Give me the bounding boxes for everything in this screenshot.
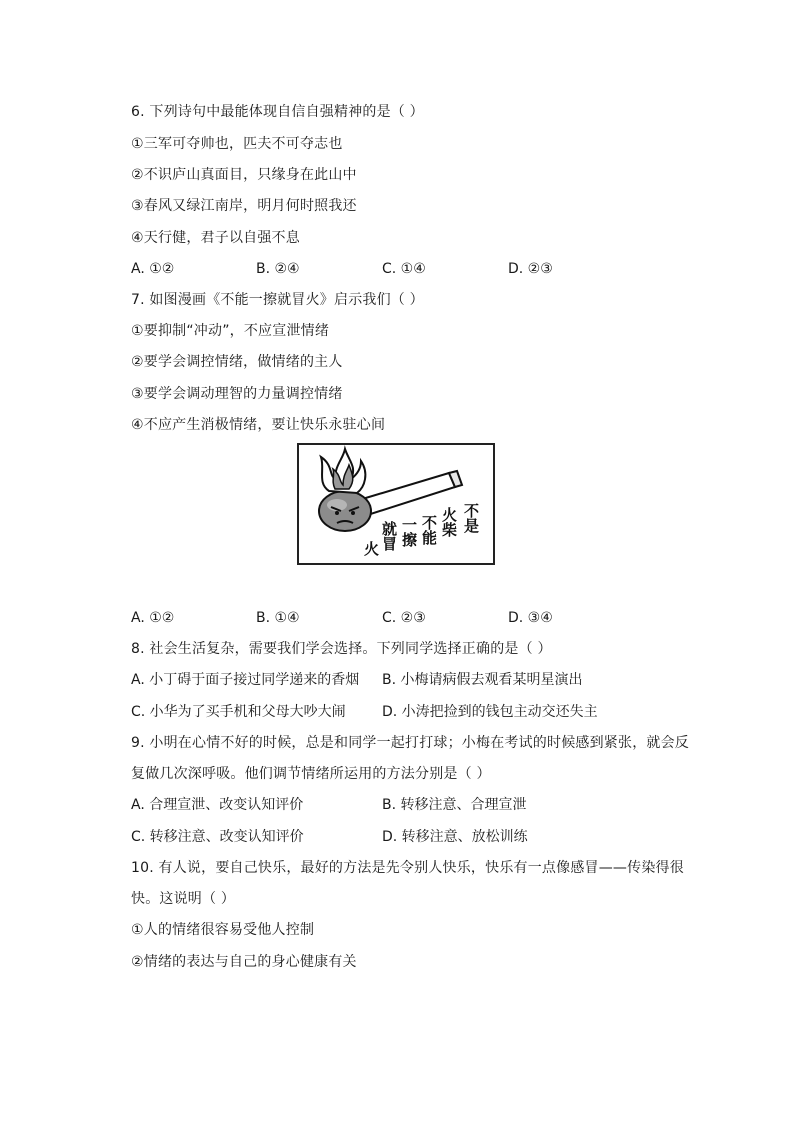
cartoon-text-4: 一擦 [400, 517, 418, 547]
q8-option-c: C. 小华为了买手机和父母大吵大闹 [131, 704, 346, 720]
q10-item-1: ①人的情绪很容易受他人控制 [131, 922, 315, 938]
cartoon-text-1: 不是 [462, 503, 480, 533]
q8-options-row-1 [131, 670, 691, 690]
q7-option-b: B. ①④ [256, 610, 300, 626]
q6-item-3: ③春风又绿江南岸，明月何时照我还 [131, 198, 357, 214]
q9-option-a: A. 合理宣泄、改变认知评价 [131, 797, 304, 813]
q9-option-c: C. 转移注意、改变认知评价 [131, 829, 304, 845]
q8-option-b: B. 小梅请病假去观看某明星演出 [382, 672, 583, 688]
q6-item-1: ①三军可夺帅也，匹夫不可夺志也 [131, 136, 343, 152]
q6-item-4: ④天行健，君子以自强不息 [131, 230, 300, 246]
cartoon-text-2: 火柴 [440, 507, 458, 537]
q7-option-a: A. ①② [131, 610, 175, 626]
q8-options-row-2 [131, 702, 691, 722]
q10-stem-line-1: 10. 有人说，要自己快乐，最好的方法是先令别人快乐，快乐有一点像感冒——传染得很 [131, 860, 684, 876]
q8-option-a: A. 小丁碍于面子接过同学递来的香烟 [131, 672, 360, 688]
q7-item-2: ②要学会调控情绪，做情绪的主人 [131, 354, 343, 370]
cartoon-text-6: 火 [362, 541, 380, 556]
q7-item-3: ③要学会调动理智的力量调控情绪 [131, 386, 343, 402]
q6-option-b: B. ②④ [256, 261, 300, 277]
q9-stem-line-1: 9. 小明在心情不好的时候，总是和同学一起打打球；小梅在考试的时候感到紧张，就会反 [131, 735, 690, 751]
q7-options [131, 608, 691, 628]
q9-option-b: B. 转移注意、合理宣泄 [382, 797, 527, 813]
q7-item-1: ①要抑制“冲动”，不应宣泄情绪 [131, 323, 330, 339]
q7-option-d: D. ③④ [508, 610, 553, 626]
q9-options-row-2 [131, 827, 691, 847]
q6-option-d: D. ②③ [508, 261, 553, 277]
cartoon-image [297, 443, 495, 565]
q9-options-row-1 [131, 795, 691, 815]
q6-option-a: A. ①② [131, 261, 175, 277]
q7-stem: 7. 如图漫画《不能一擦就冒火》启示我们（ ） [131, 292, 424, 308]
q9-option-d: D. 转移注意、放松训练 [382, 829, 528, 845]
cartoon-text-5: 就冒 [380, 521, 398, 551]
cartoon-text-3: 不能 [420, 515, 438, 545]
q6-options [131, 259, 691, 279]
q7-item-4: ④不应产生消极情绪，要让快乐永驻心间 [131, 417, 386, 433]
q6-stem: 6. 下列诗句中最能体现自信自强精神的是（ ） [131, 104, 424, 120]
q9-stem-line-2: 复做几次深呼吸。他们调节情绪所运用的方法分别是（ ） [131, 766, 491, 782]
q7-option-c: C. ②③ [382, 610, 426, 626]
q6-option-c: C. ①④ [382, 261, 426, 277]
q10-item-2: ②情绪的表达与自己的身心健康有关 [131, 954, 357, 970]
q6-item-2: ②不识庐山真面目，只缘身在此山中 [131, 167, 357, 183]
q8-stem: 8. 社会生活复杂，需要我们学会选择。下列同学选择正确的是（ ） [131, 641, 552, 657]
q10-stem-line-2: 快。这说明（ ） [131, 891, 236, 907]
q8-option-d: D. 小涛把捡到的钱包主动交还失主 [382, 704, 598, 720]
cartoon-drawing [299, 445, 493, 563]
